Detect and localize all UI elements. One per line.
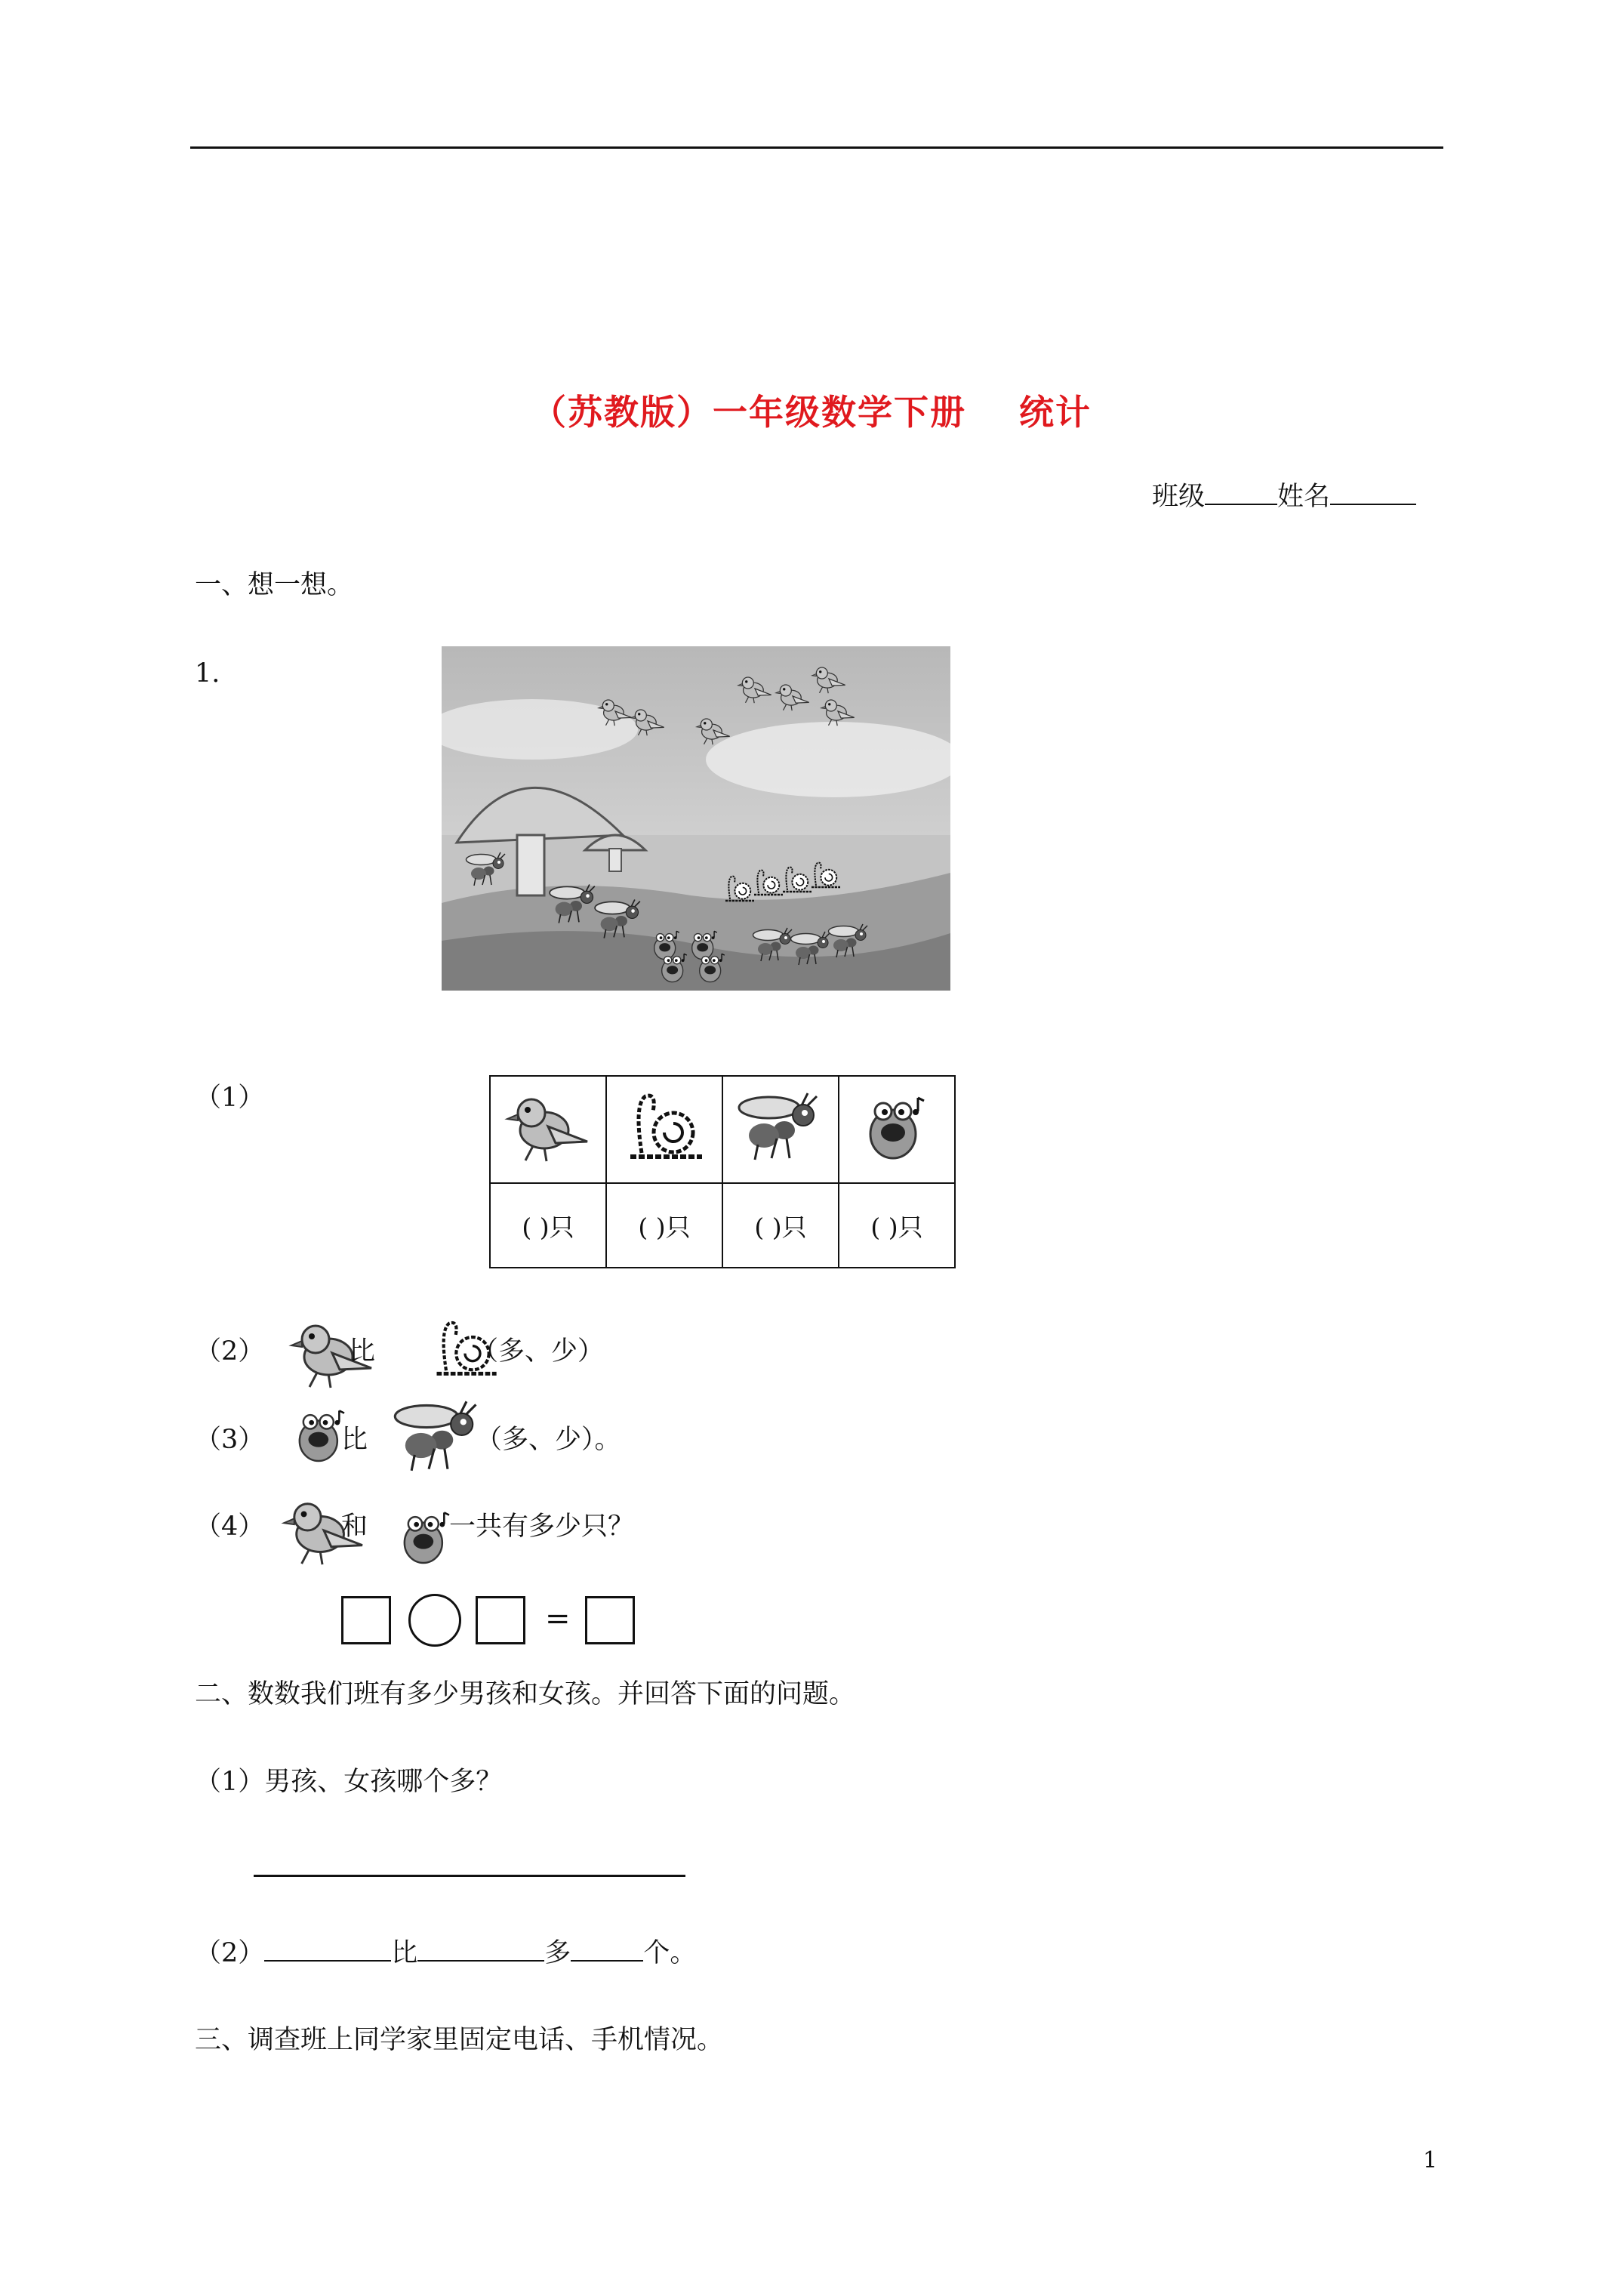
- table-header-snail: [606, 1076, 722, 1183]
- count-cell-ant[interactable]: ( )只: [722, 1183, 839, 1268]
- frog-icon: [852, 1089, 942, 1164]
- sub-question-1-label: （1）: [195, 1083, 265, 1113]
- count-cell-frog[interactable]: ( )只: [839, 1183, 955, 1268]
- title-topic: 统计: [1019, 392, 1092, 433]
- sub-question-4-question: 一共有多少只？: [449, 1512, 635, 1542]
- page-number: 1: [1423, 2147, 1438, 2174]
- section2-question-1: （1）男孩、女孩哪个多？: [195, 1767, 503, 1797]
- scene-illustration: [442, 646, 950, 991]
- name-blank[interactable]: [1330, 479, 1416, 505]
- count-cell-snail[interactable]: ( )只: [606, 1183, 722, 1268]
- class-blank[interactable]: [1205, 479, 1277, 505]
- sub-question-3-label: （3）: [195, 1425, 265, 1455]
- page-title: [0, 385, 1623, 435]
- class-label: 班级: [1152, 482, 1206, 512]
- q2-unit: 个。: [643, 1938, 697, 1968]
- q2-blank-2[interactable]: [417, 1936, 544, 1962]
- q2-blank-3[interactable]: [571, 1936, 643, 1962]
- header-rule: [190, 146, 1443, 149]
- answer-line[interactable]: [254, 1875, 685, 1877]
- equation-box-2[interactable]: [476, 1596, 525, 1644]
- sub-question-4-and: 和: [341, 1512, 368, 1542]
- q2-label: （2）: [195, 1938, 265, 1968]
- table-header-ant: [722, 1076, 839, 1183]
- title-main: （苏教版）一年级数学下册: [531, 392, 966, 433]
- sub-question-2-compare: 比: [349, 1336, 376, 1367]
- ant-icon: [735, 1089, 826, 1164]
- sub-question-3-choice: （多、少）。: [476, 1425, 621, 1455]
- name-label: 姓名: [1277, 482, 1331, 512]
- section3-heading: 三、调查班上同学家里固定电话、手机情况。: [195, 2025, 724, 2055]
- q2-more: 多: [544, 1938, 571, 1968]
- equation-box-1[interactable]: [341, 1596, 391, 1644]
- equation-box-answer[interactable]: [585, 1596, 635, 1644]
- bird-icon: [503, 1089, 593, 1164]
- sub-question-4-label: （4）: [195, 1512, 265, 1542]
- count-cell-bird[interactable]: ( )只: [490, 1183, 606, 1268]
- sub-question-2-label: （2）: [195, 1336, 265, 1367]
- q2-compare: 比: [391, 1938, 418, 1968]
- ant-icon: [391, 1397, 485, 1475]
- section2-heading: 二、数数我们班有多少男孩和女孩。并回答下面的问题。: [195, 1679, 856, 1709]
- q2-blank-1[interactable]: [264, 1936, 391, 1962]
- snail-icon: [619, 1089, 710, 1164]
- section2-question-2: [195, 1936, 696, 1970]
- equation-equals: =: [545, 1601, 571, 1636]
- section1-heading: 一、想一想。: [195, 570, 354, 600]
- table-header-frog: [839, 1076, 955, 1183]
- question-1-number: 1.: [195, 658, 220, 689]
- table-header-bird: [490, 1076, 606, 1183]
- equation-operator-circle[interactable]: [408, 1594, 461, 1647]
- sub-question-3-compare: 比: [341, 1425, 368, 1455]
- student-info: [1152, 479, 1416, 513]
- sub-question-2-choice: （多、少）: [472, 1336, 605, 1367]
- count-table: [489, 1075, 956, 1268]
